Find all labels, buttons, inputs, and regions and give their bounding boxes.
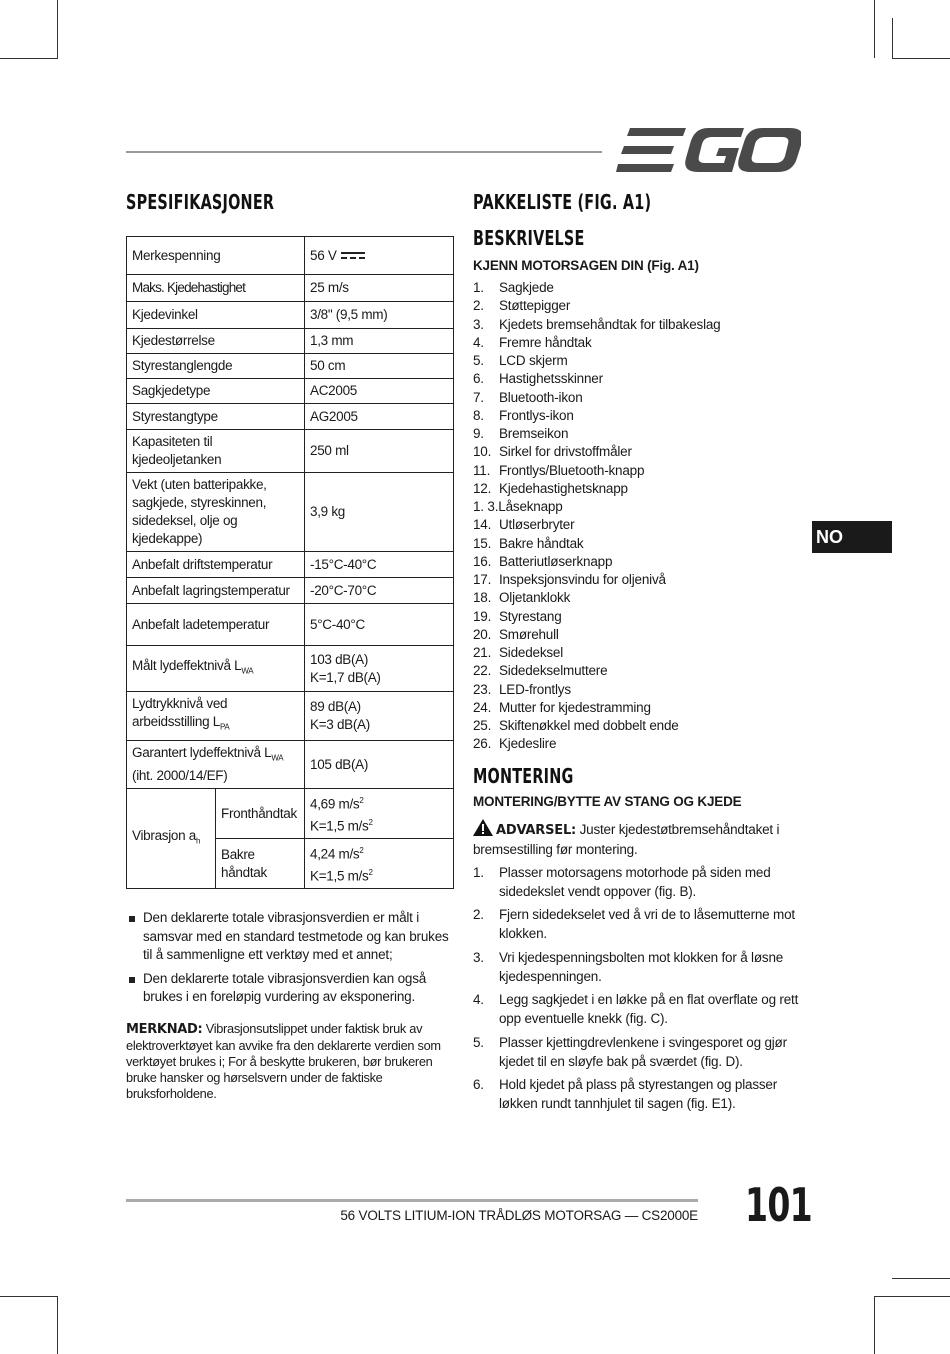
- list-item: 4. Legg sagkjedet i en løkke på en flat overflate og rett opp eventuelle knekk (fig. C).: [473, 992, 799, 1026]
- vibration-bullet-list: [126, 909, 454, 1007]
- list-item: 10. Sirkel for drivstoffmåler: [473, 444, 632, 460]
- spec-label: Vekt (uten batteripakke, sagkjede, styreskinnen, sidedeksel, olje og kjedekappe): [127, 473, 305, 552]
- list-item: 3. Kjedets bremsehåndtak for tilbakeslag: [473, 316, 721, 332]
- list-item: 11. Frontlys/Bluetooth-knapp: [473, 462, 645, 478]
- list-item: 17. Inspeksjonsvindu for oljenivå: [473, 572, 666, 587]
- table-row: [127, 430, 454, 473]
- crop-mark: [892, 1278, 950, 1279]
- crop-mark: [0, 1296, 58, 1297]
- list-item: 2. Støttepigger: [473, 298, 571, 314]
- table-row: [127, 302, 454, 329]
- assembly-steps: [473, 863, 813, 1114]
- dc-symbol-icon: [341, 251, 365, 261]
- list-item: 18. Oljetanklokk: [473, 590, 571, 606]
- spec-value: 103 dB(A) K=1,7 dB(A): [305, 646, 454, 692]
- footer-rule: [126, 1199, 698, 1202]
- table-row: [127, 237, 454, 275]
- table-row: [127, 404, 454, 430]
- spec-label: Anbefalt driftstemperatur: [127, 552, 305, 578]
- table-row: [127, 740, 454, 789]
- list-item: 6. Hold kjedet på plass på styrestangen og plasser løkken rundt tannhjulet til sagen (fig. E1).: [473, 1077, 778, 1111]
- footer-title: 56 VOLTS LITIUM-ION TRÅDLØS MOTORSAG — CS2000E: [340, 1208, 698, 1223]
- language-tab: NO: [812, 521, 892, 553]
- list-item: 26. Kjedeslire: [473, 736, 557, 752]
- crop-mark: [874, 1296, 875, 1354]
- description-column: [473, 190, 813, 1118]
- packing-list-heading: PAKKELISTE (FIG. A1): [473, 190, 652, 214]
- spec-value: AC2005: [305, 379, 454, 404]
- spec-value: 56 V: [305, 237, 454, 275]
- note-label: MERKNAD:: [126, 1021, 203, 1037]
- list-item: 7. Bluetooth-ikon: [473, 389, 583, 405]
- vibration-front-value: 4,69 $m/s^2$ K=1,5 $m/s^2$: [305, 789, 454, 839]
- list-item: 22. Sidedekselmuttere: [473, 663, 608, 679]
- table-row: [127, 552, 454, 578]
- spec-value: 89 dB(A) K=3 dB(A): [305, 692, 454, 741]
- spec-label: Kapasiteten til kjedeoljetanken: [127, 430, 305, 473]
- list-item: 6. Hastighetsskinner: [473, 371, 603, 387]
- vibration-rear-label: Bakre håndtak: [216, 839, 305, 889]
- table-row: [127, 329, 454, 354]
- vibration-front-label: Fronthåndtak: [216, 789, 305, 839]
- specifications-heading: SPESIFIKASJONER: [126, 190, 275, 214]
- spec-value: 105 dB(A): [305, 740, 454, 789]
- warning-label: ADVARSEL:: [496, 822, 577, 838]
- spec-label: Kjedevinkel: [127, 302, 305, 329]
- spec-value: -20°C-70°C: [305, 578, 454, 604]
- crop-mark: [874, 0, 875, 58]
- crop-mark: [892, 58, 950, 59]
- spec-label: Anbefalt lagringstemperatur: [127, 578, 305, 604]
- list-item: 14. Utløserbryter: [473, 517, 575, 533]
- list-item: 23. LED-frontlys: [473, 681, 571, 697]
- list-item: 2. Fjern sidedekselet ved å vri de to låsemutterne mot klokken.: [473, 907, 795, 941]
- list-item: Den deklarerte totale vibrasjonsverdien kan også brukes i en foreløpig vurdering av eksponering.: [126, 970, 454, 1007]
- spec-value: -15°C-40°C: [305, 552, 454, 578]
- description-heading: BESKRIVELSE: [473, 226, 585, 250]
- spec-label: Målt lydeffektnivå $L_{WA}$: [127, 646, 305, 692]
- spec-label: Garantert lydeffektnivå $L_{WA}$ (iht. 2000/14/EF): [127, 740, 305, 789]
- list-item: 5. Plasser kjettingdrevlenkene i svingesporet og gjør kjedet til en sløyfe bak på sværdet (fig. D).: [473, 1034, 787, 1069]
- assembly-heading: MONTERING: [473, 763, 574, 788]
- list-item: 1. 3.Låseknapp: [473, 499, 563, 514]
- crop-mark: [892, 18, 893, 58]
- list-item: 1. Sagkjede: [473, 280, 554, 295]
- parts-list: [473, 279, 813, 754]
- specifications-column: [126, 190, 454, 1102]
- spec-value: 50 cm: [305, 354, 454, 379]
- spec-value: 1,3 mm: [305, 329, 454, 354]
- table-row: [127, 578, 454, 604]
- bar-and-chain-subheading: MONTERING/BYTTE AV STANG OG KJEDE: [473, 793, 742, 809]
- spec-label: Styrestangtype: [127, 404, 305, 430]
- table-row: [127, 692, 454, 741]
- table-row: [127, 354, 454, 379]
- list-item: 12. Kjedehastighetsknapp: [473, 480, 628, 496]
- spec-label: Merkespenning: [127, 237, 305, 275]
- list-item: 16. Batteriutløserknapp: [473, 553, 613, 569]
- crop-mark: [57, 1296, 58, 1354]
- crop-mark: [874, 1296, 950, 1297]
- table-row: [127, 604, 454, 646]
- list-item: 19. Styrestang: [473, 608, 562, 624]
- page-number: 101: [745, 1178, 812, 1232]
- vibration-rear-value: 4,24 $m/s^2$ K=1,5 $m/s^2$: [305, 839, 454, 889]
- spec-value: 5°C-40°C: [305, 604, 454, 646]
- warning-triangle-icon: [473, 819, 493, 836]
- list-item: 24. Mutter for kjedestramming: [473, 699, 651, 715]
- ego-logo: [616, 128, 801, 172]
- know-your-chainsaw-subheading: KJENN MOTORSAGEN DIN (Fig. A1): [473, 258, 699, 273]
- list-item: 5. LCD skjerm: [473, 353, 568, 368]
- table-row: [127, 275, 454, 302]
- list-item: 25. Skiftenøkkel med dobbelt ende: [473, 718, 679, 733]
- crop-mark: [0, 58, 58, 59]
- spec-value: AG2005: [305, 404, 454, 430]
- list-item: 15. Bakre håndtak: [473, 535, 584, 551]
- spec-label: Maks. Kjedehastighet: [127, 275, 305, 302]
- list-item: 4. Fremre håndtak: [473, 334, 592, 350]
- list-item: 1. Plasser motorsagens motorhode på siden med sidedekslet vendt oppover (fig. B).: [473, 864, 771, 899]
- spec-label: Lydtrykknivå ved arbeidsstilling $L_{PA}$: [127, 692, 305, 741]
- warning-paragraph: ADVARSEL: Juster kjedestøtbremsehåndtaket i bremsestilling før montering.: [473, 819, 813, 859]
- list-item: 20. Smørehull: [473, 626, 559, 642]
- list-item: Den deklarerte totale vibrasjonsverdien er målt i samsvar med en standard testmetode og kan brukes til å sammenligne ett verktøy med et annet;: [126, 909, 454, 965]
- list-item: 3. Vri kjedespenningsbolten mot klokken for å løsne kjedespenningen.: [473, 949, 784, 984]
- spec-value: 25 m/s: [305, 275, 454, 302]
- spec-value: 250 ml: [305, 430, 454, 473]
- list-item: 21. Sidedeksel: [473, 645, 564, 660]
- spec-label: Sagkjedetype: [127, 379, 305, 404]
- list-item: 9. Bremseikon: [473, 426, 569, 441]
- spec-value: 3,9 kg: [305, 473, 454, 552]
- spec-label: Kjedestørrelse: [127, 329, 305, 354]
- table-row: [127, 646, 454, 692]
- spec-value: 3/8" (9,5 mm): [305, 302, 454, 329]
- vibration-label: Vibrasjon $a_h$: [127, 789, 216, 889]
- note-paragraph: MERKNAD: Vibrasjonsutslippet under faktisk bruk av elektroverktøyet kan avvike fra den deklarerte verdien som verktøyet brukes i; For å beskytte brukeren, bør brukeren bruke hansker og hørselsvern under de faktiske bruksforholdene.: [126, 1020, 441, 1101]
- crop-mark: [57, 0, 58, 58]
- table-row: [127, 379, 454, 404]
- table-row: [127, 473, 454, 552]
- specifications-table: [126, 236, 454, 889]
- list-item: 8. Frontlys-ikon: [473, 407, 574, 423]
- spec-label: Styrestanglengde: [127, 354, 305, 379]
- spec-label: Anbefalt ladetemperatur: [127, 604, 305, 646]
- table-row: [127, 789, 454, 839]
- header-rule: [126, 151, 602, 153]
